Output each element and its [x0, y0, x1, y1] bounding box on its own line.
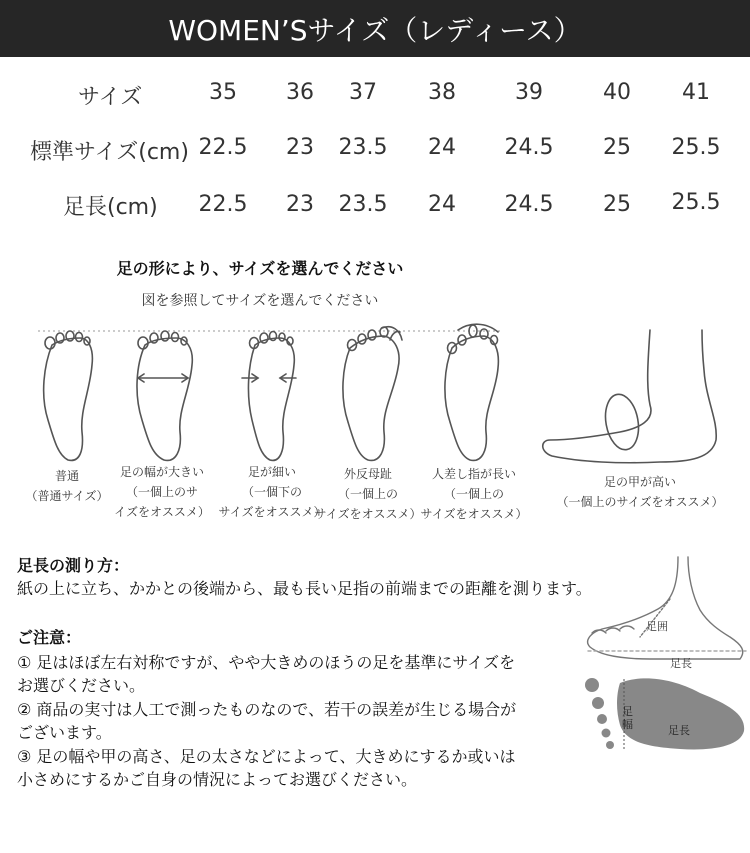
- foot-type-advice: サイズをオススメ）: [218, 505, 326, 519]
- foot-type-label: [421, 464, 528, 524]
- girth-label: 足囲: [646, 620, 668, 633]
- table-cell: 37: [349, 80, 377, 105]
- sole-length-label: 足長: [668, 724, 690, 737]
- table-cell: 24: [428, 135, 456, 160]
- table-cell: 23: [286, 192, 314, 217]
- foot-type-advice: （一個上のサイズをオススメ）: [556, 495, 724, 509]
- row-label-standard-size: 標準サイズ(cm): [30, 140, 189, 165]
- measure-text: 紙の上に立ち、かかとの後端から、最も長い足指の前端までの距離を測ります。: [17, 579, 592, 598]
- note-line: ③ 足の幅や甲の高さ、足の太さなどによって、大きめにするか或いは: [17, 747, 516, 766]
- foot-type-label: [557, 472, 724, 512]
- foot-type-label: [25, 466, 108, 506]
- wide-foot-icon: [137, 331, 192, 460]
- measure-heading: 足長の測り方：: [17, 556, 130, 575]
- hallux-valgus-foot-icon: [343, 327, 402, 461]
- narrow-foot-icon: [242, 332, 296, 461]
- foot-type-advice: イズをオススメ）: [114, 505, 210, 519]
- table-cell: 25: [603, 192, 631, 217]
- width-label: 足幅: [622, 705, 633, 731]
- foot-type-name: 足が細い: [247, 465, 297, 479]
- table-cell: 39: [515, 80, 543, 105]
- foot-type-advice: （一個上の: [337, 487, 399, 501]
- table-cell: 41: [682, 80, 710, 105]
- foot-type-name: 足の幅が大きい: [119, 465, 205, 479]
- foot-type-name: 人差し指が長い: [431, 467, 517, 481]
- table-cell: 40: [603, 80, 631, 105]
- foot-type-advice: （一個上のサ: [125, 485, 199, 499]
- foot-type-name: 外反母趾: [343, 467, 393, 481]
- header-title: WOMEN’Sサイズ（レディース）: [168, 13, 582, 47]
- foot-shape-title: 足の形により、サイズを選んでください: [116, 259, 404, 278]
- foot-type-name: 足の甲が高い: [603, 475, 677, 489]
- note-line: 小さめにするかご自身の情況によってお選びください。: [17, 770, 418, 789]
- table-cell: 35: [209, 80, 237, 105]
- foot-type-label: [315, 464, 422, 524]
- table-cell: 23: [286, 135, 314, 160]
- table-cell: 24.5: [504, 192, 554, 217]
- foot-measure-diagram: [580, 555, 750, 765]
- table-cell: 23.5: [338, 192, 388, 217]
- note-line: ② 商品の実寸は人工で測ったものなので、若干の誤差が生じる場合が: [17, 700, 517, 719]
- row-label-size: サイズ: [78, 85, 143, 110]
- table-cell: 24.5: [504, 135, 554, 160]
- high-instep-foot-icon: [543, 330, 716, 463]
- foot-type-label: [219, 462, 326, 522]
- foot-type-label: [114, 462, 210, 522]
- table-cell: 25.5: [671, 190, 721, 215]
- foot-shape-subtitle: 図を参照してサイズを選んでください: [141, 293, 379, 309]
- note-line: ① 足はほぼ左右対称ですが、やや大きめのほうの足を基準にサイズを: [17, 653, 516, 672]
- table-cell: 36: [286, 80, 314, 105]
- long-second-toe-foot-icon: [445, 324, 498, 460]
- note-line: ございます。: [17, 723, 112, 742]
- table-cell: 25: [603, 135, 631, 160]
- table-cell: 22.5: [198, 192, 248, 217]
- normal-foot-icon: [44, 331, 93, 460]
- table-cell: 22.5: [198, 135, 248, 160]
- side-length-label: 足長: [670, 657, 692, 670]
- note-line: お選びください。: [17, 676, 146, 695]
- table-cell: 25.5: [671, 135, 721, 160]
- table-cell: 38: [428, 80, 456, 105]
- table-cell: 24: [428, 192, 456, 217]
- foot-type-advice: （普通サイズ）: [25, 489, 109, 503]
- foot-type-advice: サイズをオススメ）: [314, 507, 422, 521]
- foot-type-advice: （一個上の: [443, 487, 505, 501]
- row-label-foot-length: 足長(cm): [63, 195, 158, 220]
- notes-heading: ご注意：: [17, 628, 82, 647]
- foot-type-advice: サイズをオススメ）: [420, 507, 528, 521]
- foot-type-advice: （一個下の: [241, 485, 303, 499]
- table-cell: 23.5: [338, 135, 388, 160]
- foot-type-name: 普通: [54, 469, 80, 483]
